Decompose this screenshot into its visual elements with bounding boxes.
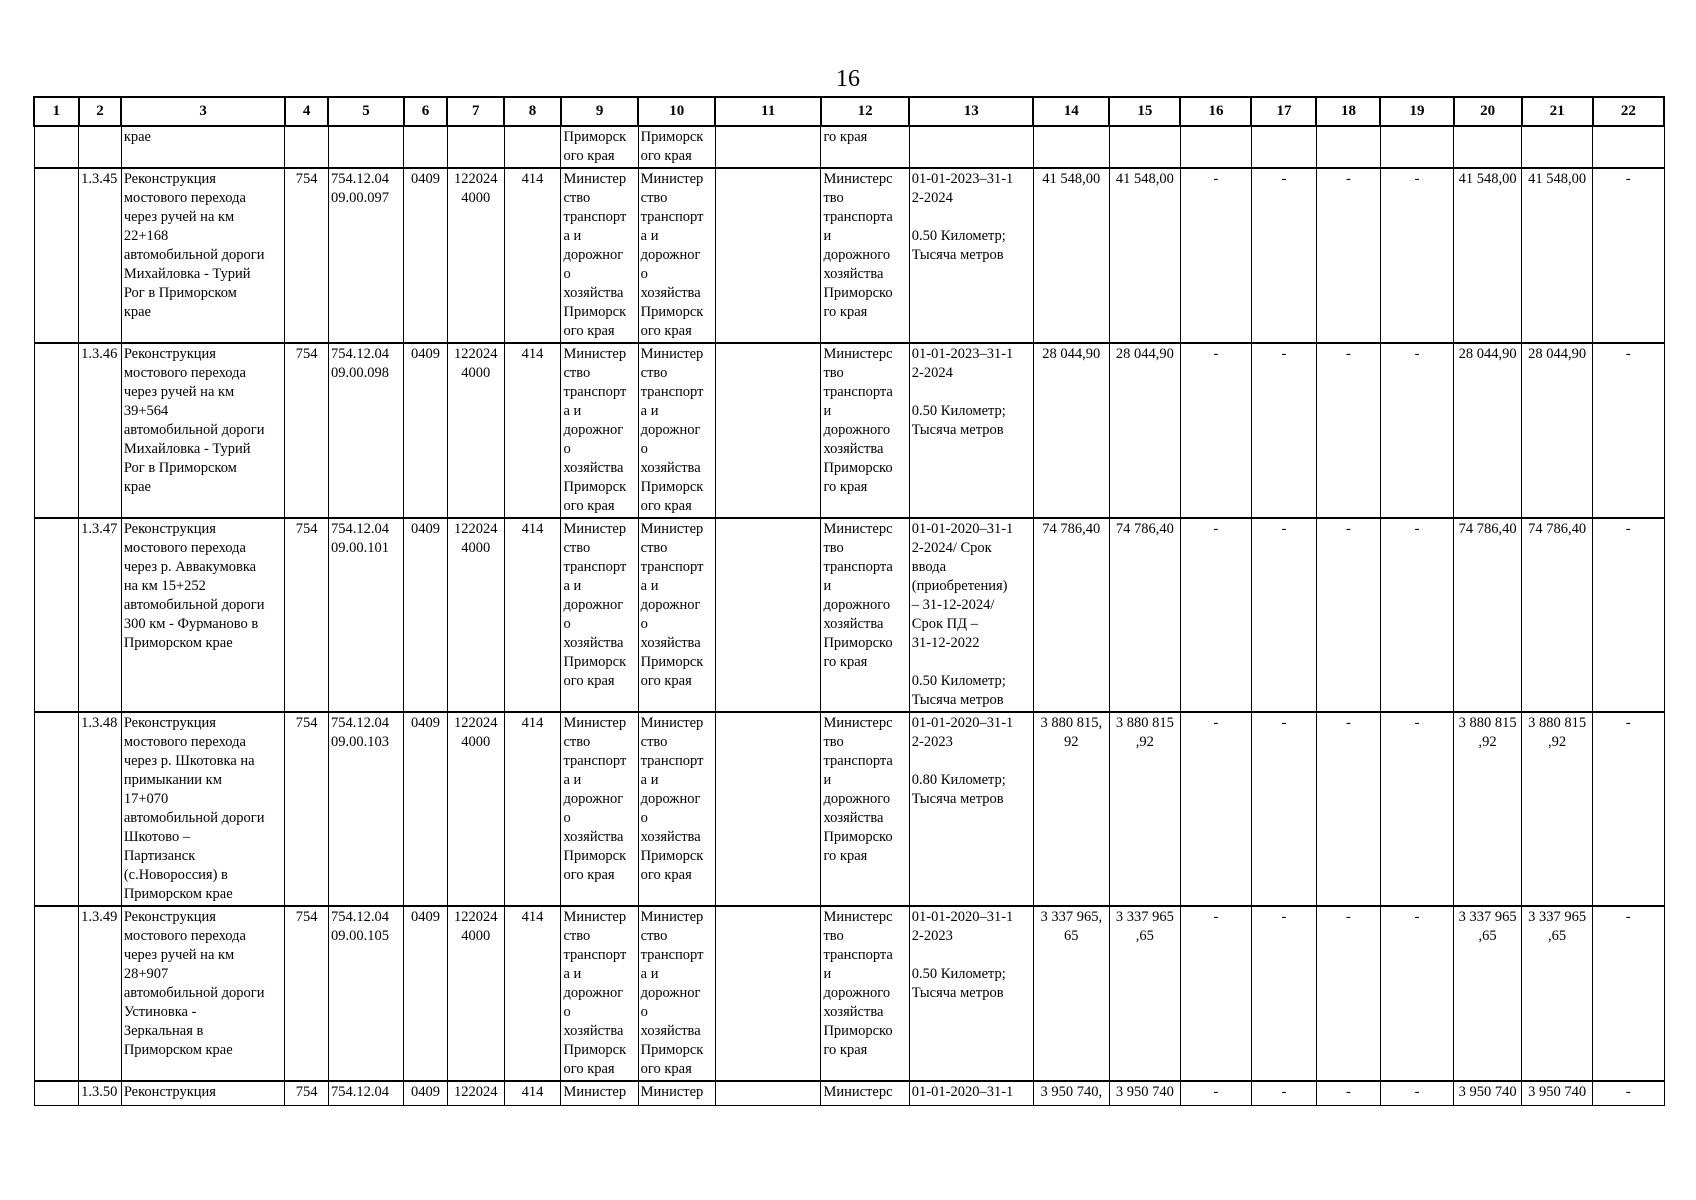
col-16: -	[1180, 1081, 1251, 1105]
col-11	[715, 712, 821, 906]
col-1	[34, 126, 79, 168]
target-code: 754.12.04 09.00.105	[328, 906, 403, 1081]
developer: Министер ство транспорт а и дорожног о хозяйства Приморск ого края	[638, 343, 715, 518]
developer: Министер ство транспорт а и дорожног о хозяйства Приморск ого края	[638, 518, 715, 712]
item-name: Реконструкция мостового перехода через р. Аввакумовка на км 15+252 автомобильной дороги 300 км - Фурманово в Приморском крае	[121, 518, 285, 712]
col-22: -	[1593, 168, 1664, 343]
total-cost: 3 880 815, 92	[1033, 712, 1109, 906]
vr-code: 414	[504, 1081, 561, 1105]
col-18	[1316, 126, 1380, 168]
item-name: Реконструкция мостового перехода через ручей на км 28+907 автомобильной дороги Устиновка - Зеркальная в Приморском крае	[121, 906, 285, 1081]
col-22: -	[1593, 712, 1664, 906]
cost-col-21: 3 880 815 ,92	[1522, 712, 1593, 906]
col-19: -	[1380, 343, 1453, 518]
target-code	[328, 126, 403, 168]
item-number: 1.3.50	[79, 1081, 122, 1105]
section-code: 0409	[404, 518, 448, 712]
col-19: -	[1380, 168, 1453, 343]
total-cost	[1033, 126, 1109, 168]
cost-col-21: 41 548,00	[1522, 168, 1593, 343]
customer: Министер	[561, 1081, 638, 1105]
cost-col-21: 28 044,90	[1522, 343, 1593, 518]
cost-col-20: 3 880 815 ,92	[1454, 712, 1522, 906]
item-name: крае	[121, 126, 285, 168]
section-code	[404, 126, 448, 168]
csr-code: 122024	[447, 1081, 504, 1105]
col-11	[715, 518, 821, 712]
col-11	[715, 1081, 821, 1105]
col-1	[34, 1081, 79, 1105]
responsible: Министерс тво транспорта и дорожного хозяйства Приморско го края	[821, 168, 909, 343]
item-number: 1.3.48	[79, 712, 122, 906]
header-col-7: 7	[447, 97, 504, 126]
col-16: -	[1180, 518, 1251, 712]
header-col-20: 20	[1454, 97, 1522, 126]
col-11	[715, 168, 821, 343]
col-22: -	[1593, 1081, 1664, 1105]
cost-col-21: 74 786,40	[1522, 518, 1593, 712]
header-col-10: 10	[638, 97, 715, 126]
item-name: Реконструкция мостового перехода через р. Шкотовка на примыкании км 17+070 автомобильной дороги Шкотово – Партизанск (с.Новороссия) в Приморском крае	[121, 712, 285, 906]
cost-col-21: 3 337 965 ,65	[1522, 906, 1593, 1081]
header-col-19: 19	[1380, 97, 1453, 126]
cost-col-15: 28 044,90	[1109, 343, 1180, 518]
col-17: -	[1251, 1081, 1316, 1105]
col-17: -	[1251, 343, 1316, 518]
customer: Министер ство транспорт а и дорожног о хозяйства Приморск ого края	[561, 906, 638, 1081]
customer: Министер ство транспорт а и дорожног о хозяйства Приморск ого края	[561, 343, 638, 518]
col-1	[34, 906, 79, 1081]
code-754: 754	[285, 712, 329, 906]
table-row	[34, 518, 1664, 712]
col-18: -	[1316, 518, 1380, 712]
table-row	[34, 168, 1664, 343]
vr-code: 414	[504, 168, 561, 343]
responsible: го края	[821, 126, 909, 168]
col-16: -	[1180, 168, 1251, 343]
developer: Министер ство транспорт а и дорожног о хозяйства Приморск ого края	[638, 712, 715, 906]
customer: Министер ство транспорт а и дорожног о хозяйства Приморск ого края	[561, 168, 638, 343]
header-col-17: 17	[1251, 97, 1316, 126]
cost-col-15: 3 880 815 ,92	[1109, 712, 1180, 906]
responsible: Министерс тво транспорта и дорожного хозяйства Приморско го края	[821, 906, 909, 1081]
vr-code: 414	[504, 343, 561, 518]
item-name: Реконструкция мостового перехода через ручей на км 39+564 автомобильной дороги Михайловка - Турий Рог в Приморском крае	[121, 343, 285, 518]
table-row	[34, 906, 1664, 1081]
header-col-6: 6	[404, 97, 448, 126]
period-capacity: 01-01-2020–31-1 2-2023 0.50 Километр; Тысяча метров	[909, 906, 1033, 1081]
vr-code: 414	[504, 518, 561, 712]
code-754: 754	[285, 518, 329, 712]
csr-code: 122024 4000	[447, 168, 504, 343]
item-number	[79, 126, 122, 168]
col-18: -	[1316, 343, 1380, 518]
header-col-8: 8	[504, 97, 561, 126]
cost-col-21: 3 950 740	[1522, 1081, 1593, 1105]
code-754: 754	[285, 343, 329, 518]
header-col-21: 21	[1522, 97, 1593, 126]
table-row	[34, 343, 1664, 518]
total-cost: 3 337 965, 65	[1033, 906, 1109, 1081]
col-22: -	[1593, 906, 1664, 1081]
customer: Министер ство транспорт а и дорожног о хозяйства Приморск ого края	[561, 518, 638, 712]
vr-code: 414	[504, 712, 561, 906]
responsible: Министерс	[821, 1081, 909, 1105]
cost-col-15: 3 337 965 ,65	[1109, 906, 1180, 1081]
col-22	[1593, 126, 1664, 168]
csr-code: 122024 4000	[447, 906, 504, 1081]
col-19: -	[1380, 1081, 1453, 1105]
target-code: 754.12.04 09.00.097	[328, 168, 403, 343]
col-18: -	[1316, 712, 1380, 906]
period-capacity: 01-01-2023–31-1 2-2024 0.50 Километр; Тысяча метров	[909, 343, 1033, 518]
period-capacity: 01-01-2020–31-1 2-2023 0.80 Километр; Тысяча метров	[909, 712, 1033, 906]
item-name: Реконструкция	[121, 1081, 285, 1105]
customer: Приморск ого края	[561, 126, 638, 168]
cost-col-15: 3 950 740	[1109, 1081, 1180, 1105]
cost-col-20	[1454, 126, 1522, 168]
target-code: 754.12.04 09.00.098	[328, 343, 403, 518]
vr-code: 414	[504, 906, 561, 1081]
col-19: -	[1380, 712, 1453, 906]
section-code: 0409	[404, 1081, 448, 1105]
period-capacity	[909, 126, 1033, 168]
target-code: 754.12.04 09.00.103	[328, 712, 403, 906]
col-1	[34, 712, 79, 906]
col-22: -	[1593, 518, 1664, 712]
code-754: 754	[285, 168, 329, 343]
header-col-12: 12	[821, 97, 909, 126]
section-code: 0409	[404, 712, 448, 906]
period-capacity: 01-01-2020–31-1 2-2024/ Срок ввода (приобретения) – 31-12-2024/ Срок ПД – 31-12-2022 0.50 Километр; Тысяча метров	[909, 518, 1033, 712]
header-col-2: 2	[79, 97, 122, 126]
cost-col-15: 41 548,00	[1109, 168, 1180, 343]
responsible: Министерс тво транспорта и дорожного хозяйства Приморско го края	[821, 712, 909, 906]
item-number: 1.3.46	[79, 343, 122, 518]
header-row	[34, 97, 1664, 126]
table-row	[34, 1081, 1664, 1105]
period-capacity: 01-01-2023–31-1 2-2024 0.50 Километр; Тысяча метров	[909, 168, 1033, 343]
csr-code	[447, 126, 504, 168]
header-col-22: 22	[1593, 97, 1664, 126]
cost-col-15: 74 786,40	[1109, 518, 1180, 712]
cost-col-20: 28 044,90	[1454, 343, 1522, 518]
col-16	[1180, 126, 1251, 168]
header-col-9: 9	[561, 97, 638, 126]
col-18: -	[1316, 906, 1380, 1081]
cost-col-15	[1109, 126, 1180, 168]
col-1	[34, 168, 79, 343]
header-col-11: 11	[715, 97, 821, 126]
col-17: -	[1251, 906, 1316, 1081]
col-19: -	[1380, 518, 1453, 712]
col-22: -	[1593, 343, 1664, 518]
col-16: -	[1180, 906, 1251, 1081]
cost-col-20: 74 786,40	[1454, 518, 1522, 712]
col-18: -	[1316, 1081, 1380, 1105]
period-capacity: 01-01-2020–31-1	[909, 1081, 1033, 1105]
col-11	[715, 906, 821, 1081]
col-17: -	[1251, 518, 1316, 712]
col-17	[1251, 126, 1316, 168]
cost-col-20: 41 548,00	[1454, 168, 1522, 343]
section-code: 0409	[404, 343, 448, 518]
col-16: -	[1180, 712, 1251, 906]
header-col-1: 1	[34, 97, 79, 126]
item-name: Реконструкция мостового перехода через ручей на км 22+168 автомобильной дороги Михайловка - Турий Рог в Приморском крае	[121, 168, 285, 343]
developer: Министер ство транспорт а и дорожног о хозяйства Приморск ого края	[638, 906, 715, 1081]
item-number: 1.3.45	[79, 168, 122, 343]
header-col-18: 18	[1316, 97, 1380, 126]
header-col-16: 16	[1180, 97, 1251, 126]
table-row	[34, 126, 1664, 168]
developer: Приморск ого края	[638, 126, 715, 168]
section-code: 0409	[404, 906, 448, 1081]
table-row	[34, 712, 1664, 906]
target-code: 754.12.04 09.00.101	[328, 518, 403, 712]
csr-code: 122024 4000	[447, 712, 504, 906]
col-18: -	[1316, 168, 1380, 343]
developer: Министер ство транспорт а и дорожног о хозяйства Приморск ого края	[638, 168, 715, 343]
vr-code	[504, 126, 561, 168]
col-1	[34, 343, 79, 518]
item-number: 1.3.47	[79, 518, 122, 712]
col-19: -	[1380, 906, 1453, 1081]
target-code: 754.12.04	[328, 1081, 403, 1105]
code-754: 754	[285, 1081, 329, 1105]
header-col-14: 14	[1033, 97, 1109, 126]
col-17: -	[1251, 712, 1316, 906]
header-col-15: 15	[1109, 97, 1180, 126]
item-number: 1.3.49	[79, 906, 122, 1081]
col-1	[34, 518, 79, 712]
col-16: -	[1180, 343, 1251, 518]
cost-col-20: 3 337 965 ,65	[1454, 906, 1522, 1081]
cost-col-21	[1522, 126, 1593, 168]
code-754	[285, 126, 329, 168]
section-code: 0409	[404, 168, 448, 343]
code-754: 754	[285, 906, 329, 1081]
page-number: 16	[836, 66, 860, 92]
cost-col-20: 3 950 740	[1454, 1081, 1522, 1105]
csr-code: 122024 4000	[447, 343, 504, 518]
program-table	[33, 96, 1665, 1106]
total-cost: 41 548,00	[1033, 168, 1109, 343]
header-col-4: 4	[285, 97, 329, 126]
header-col-5: 5	[328, 97, 403, 126]
header-col-3: 3	[121, 97, 285, 126]
col-17: -	[1251, 168, 1316, 343]
total-cost: 28 044,90	[1033, 343, 1109, 518]
responsible: Министерс тво транспорта и дорожного хозяйства Приморско го края	[821, 518, 909, 712]
customer: Министер ство транспорт а и дорожног о хозяйства Приморск ого края	[561, 712, 638, 906]
col-19	[1380, 126, 1453, 168]
responsible: Министерс тво транспорта и дорожного хозяйства Приморско го края	[821, 343, 909, 518]
col-11	[715, 343, 821, 518]
col-11	[715, 126, 821, 168]
csr-code: 122024 4000	[447, 518, 504, 712]
total-cost: 3 950 740,	[1033, 1081, 1109, 1105]
table-body	[34, 126, 1664, 1105]
developer: Министер	[638, 1081, 715, 1105]
total-cost: 74 786,40	[1033, 518, 1109, 712]
header-col-13: 13	[909, 97, 1033, 126]
